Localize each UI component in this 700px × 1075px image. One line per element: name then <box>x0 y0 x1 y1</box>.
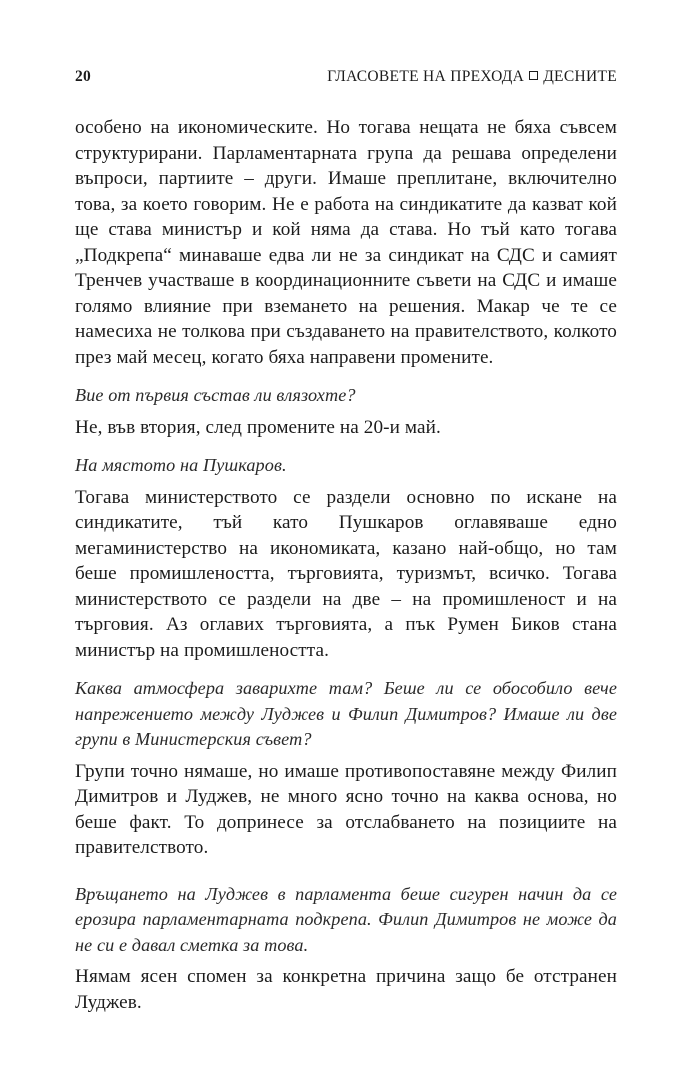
answer-paragraph: Нямам ясен спомен за конкретна причина защо бе отстранен Луджев. <box>75 966 617 1013</box>
answer-paragraph: особено на икономическите. Но тогава нещата не бяха съвсем структурирани. Парламентарната група да решава определени въпроси, партиите – други. Имаше преплитане, включително това, за което говорим. Не е работа на синдикатите да казват кой ще става министър и кой няма да става. Но тъй като тогава „Подкрепа“ минаваше едва ли не за синдикат на СДС и самият Тренчев участваше в координационните съвети на СДС и имаше голямо влияние при вземането на решения. Макар че те се намесиха не толкова при създаването на правителството, колкото през май месец, когато бяха направени промените. <box>75 117 617 368</box>
interview-question: На мястото на Пушкаров. <box>75 455 287 475</box>
running-head-title: ГЛАСОВЕТЕ НА ПРЕХОДА <box>327 68 525 85</box>
page-body <box>75 115 617 1015</box>
answer-paragraph: Не, във втория, след промените на 20-и май. <box>75 416 441 438</box>
interview-question: Връщането на Луджев в парламента беше сигурен начин да се ерозира парламентарната подкрепа. Филип Димитров не може да не си е давал сметка за това. <box>75 883 617 955</box>
square-separator-icon <box>529 71 538 80</box>
answer-paragraph: Групи точно нямаше, но имаше противопоставяне между Филип Димитров и Луджев, не много ясно точно на каква основа, но беше факт. То допринесе за отслабването на позициите на правителството. <box>75 760 617 858</box>
interview-question: Каква атмосфера заварихте там? Беше ли се обособило вече напрежението между Луджев и Филип Димитров? Имаше ли две групи в Министерския съвет? <box>75 678 617 749</box>
running-head <box>327 68 617 86</box>
page-number: 20 <box>75 68 92 85</box>
interview-question: Вие от първия състав ли влязохте? <box>75 385 356 405</box>
running-head-section: ДЕСНИТЕ <box>543 68 617 85</box>
page-header <box>75 68 617 90</box>
answer-paragraph: Тогава министерството се раздели основно по искане на синдикатите, тъй като Пушкаров оглавяваше едно мегаминистерство на икономиката, казано най-общо, но там беше промишлеността, търговията, туризмът, всичко. Тогава министерството се раздели на две – на промишленост и на търговия. Аз оглавих търговията, а пък Румен Биков стана министър на промишлеността. <box>75 486 617 661</box>
